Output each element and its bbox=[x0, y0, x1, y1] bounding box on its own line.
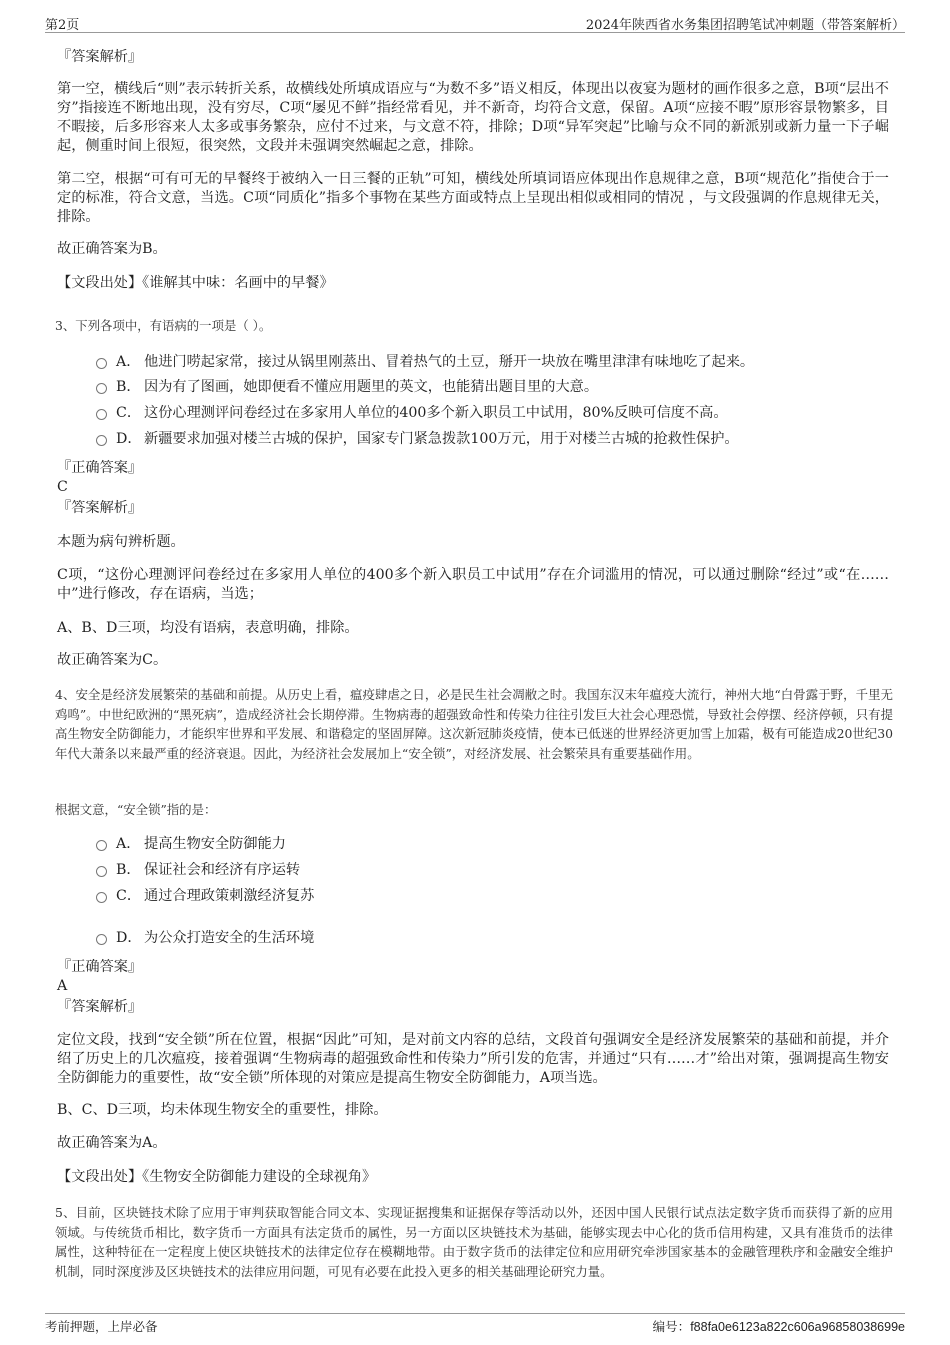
q4-option-b[interactable] bbox=[96, 861, 300, 880]
radio-icon[interactable] bbox=[96, 866, 107, 877]
q3-option-c[interactable] bbox=[96, 404, 728, 423]
q3-analysis-label: 『答案解析』 bbox=[57, 500, 143, 516]
footer-code-label: 编号： bbox=[652, 1319, 691, 1334]
radio-icon[interactable] bbox=[96, 934, 107, 945]
radio-icon[interactable] bbox=[96, 892, 107, 903]
option-text: 他进门唠起家常，接过从锅里刚蒸出、冒着热气的土豆，掰开一块放在嘴里津津有味地吃了起来。 bbox=[144, 354, 755, 370]
q4-answer-label: 『正确答案』 bbox=[57, 959, 143, 975]
footer-code-value: f88fa0e6123a822c606a96858038699e bbox=[690, 1320, 905, 1334]
radio-icon[interactable] bbox=[96, 383, 107, 394]
q4-source: 【文段出处】《生物安全防御能力建设的全球视角》 bbox=[57, 1169, 377, 1185]
option-text: 新疆要求加强对楼兰古城的保护，国家专门紧急拨款100万元，用于对楼兰古城的抢救性保护。 bbox=[144, 431, 739, 447]
q3-option-b[interactable] bbox=[96, 378, 598, 397]
q2-analysis-label: 『答案解析』 bbox=[57, 49, 143, 65]
q4-option-a[interactable] bbox=[96, 835, 286, 854]
q3-answer: C bbox=[57, 479, 68, 495]
page-footer bbox=[45, 1313, 905, 1336]
option-text: 因为有了图画，她即便看不懂应用题里的英文，也能猜出题目里的大意。 bbox=[144, 379, 599, 395]
option-text: 提高生物安全防御能力 bbox=[144, 836, 286, 852]
q4-stem: 4、安全是经济发展繁荣的基础和前提。从历史上看，瘟疫肆虐之日，必是民生社会凋敝之时。我国东汉末年瘟疫大流行，神州大地“白骨露于野，千里无鸡鸣”。中世纪欧洲的“黑死病”，造成经济社会长期停滞。生物病毒的超强致命性和传染力往往引发巨大社会心理恐慌，导致社会停摆、经济停顿，只有提高生物安全防御能力，才能织牢世界和平发展、和谐稳定的坚固屏障。这次新冠肺炎疫情，使本已低迷的世界经济更加雪上加霜，极有可能造成20世纪30年代大萧条以来最严重的经济衰退。因此，为经济社会发展加上“安全锁”，对经济发展、社会繁荣具有重要基础作用。 bbox=[55, 687, 893, 761]
page-number: 第2页 bbox=[45, 18, 80, 33]
footer-code bbox=[653, 1317, 905, 1335]
radio-icon[interactable] bbox=[96, 840, 107, 851]
q3-answer-label: 『正确答案』 bbox=[57, 460, 143, 476]
option-letter: C． bbox=[116, 888, 142, 904]
q4-option-c[interactable] bbox=[96, 887, 314, 906]
footer-slogan: 考前押题，上岸必备 bbox=[45, 1319, 158, 1334]
radio-icon[interactable] bbox=[96, 409, 107, 420]
q3-analysis-para-3: A、B、D三项，均没有语病，表意明确，排除。 bbox=[57, 620, 359, 636]
q2-analysis-para-1: 第一空，横线后“则”表示转折关系，故横线处所填成语应与“为数不多”语义相反，体现出以夜宴为题材的画作很多之意，B项“层出不穷”指接连不断地出现，没有穷尽，C项“屡见不鲜”指经常看见，并不新奇，均符合文意，保留。A项“应接不暇”原形容景物繁多，目不暇接，后多形容来人太多或事务繁杂，应付不过来，与文意不符，排除；D项“异军突起”比喻与众不同的新派别或新力量一下子崛起，侧重时间上很短，很突然，文段并未强调突然崛起之意，排除。 bbox=[57, 81, 889, 154]
q3-option-d[interactable] bbox=[96, 430, 739, 449]
q2-source: 【文段出处】《谁解其中味：名画中的早餐》 bbox=[57, 275, 334, 291]
q2-analysis-para-2: 第二空，根据“可有可无的早餐终于被纳入一日三餐的正轨”可知，横线处所填词语应体现出作息规律之意，B项“规范化”指使合于一定的标准，符合文意，当选。C项“同质化”指多个事物在某些方面或特点上呈现出相似或相同的情况 ，与文段强调的作息规律无关，排除。 bbox=[57, 171, 889, 225]
radio-icon[interactable] bbox=[96, 358, 107, 369]
q3-stem: 3、下列各项中，有语病的一项是（ ）。 bbox=[55, 318, 272, 333]
q4-option-d[interactable] bbox=[96, 929, 314, 948]
q4-question: 根据文意，“安全锁”指的是： bbox=[55, 802, 217, 817]
page-header bbox=[45, 12, 905, 33]
q3-analysis-para-2: C项，“这份心理测评问卷经过在多家用人单位的400多个新入职员工中试用”存在介词滥用的情况，可以通过删除“经过”或“在……中”进行修改，存在语病，当选； bbox=[57, 567, 889, 602]
radio-icon[interactable] bbox=[96, 435, 107, 446]
option-letter: C． bbox=[116, 405, 142, 421]
q3-option-a[interactable] bbox=[96, 353, 754, 372]
q3-analysis-para-1: 本题为病句辨析题。 bbox=[57, 534, 185, 550]
option-text: 保证社会和经济有序运转 bbox=[144, 862, 301, 878]
document-title: 2024年陕西省水务集团招聘笔试冲刺题（带答案解析） bbox=[585, 18, 905, 33]
q4-answer: A bbox=[57, 978, 68, 994]
q4-analysis-para-2: B、C、D三项，均未体现生物安全的重要性，排除。 bbox=[57, 1102, 388, 1118]
q4-conclusion: 故正确答案为A。 bbox=[57, 1135, 167, 1151]
option-letter: B． bbox=[116, 379, 141, 395]
q5-stem: 5、目前，区块链技术除了应用于审判获取智能合同文本、实现证据搜集和证据保存等活动以外，还因中国人民银行试点法定数字货币而获得了新的应用领域。与传统货币相比，数字货币一方面具有法定货币的属性，另一方面以区块链技术为基础，能够实现去中心化的货币信用构建，又具有准货币的法律属性，这种特征在一定程度上使区块链技术的法律定位存在模糊地带。由于数字货币的法律定位和应用研究牵涉国家基本的金融管理秩序和金融安全维护机制，同时深度涉及区块链技术的法律应用问题，可见有必要在此投入更多的相关基础理论研究力量。 bbox=[55, 1205, 893, 1279]
option-text: 为公众打造安全的生活环境 bbox=[144, 930, 315, 946]
q3-conclusion: 故正确答案为C。 bbox=[57, 652, 168, 668]
option-text: 这份心理测评问卷经过在多家用人单位的400多个新入职员工中试用，80%反映可信度不高。 bbox=[144, 405, 728, 421]
option-letter: A． bbox=[116, 836, 141, 852]
option-letter: B． bbox=[116, 862, 141, 878]
q2-conclusion: 故正确答案为B。 bbox=[57, 241, 167, 257]
option-letter: A． bbox=[116, 354, 141, 370]
option-text: 通过合理政策刺激经济复苏 bbox=[144, 888, 315, 904]
q4-analysis-label: 『答案解析』 bbox=[57, 999, 143, 1015]
option-letter: D． bbox=[116, 431, 142, 447]
option-letter: D． bbox=[116, 930, 142, 946]
q4-analysis-para-1: 定位文段，找到“安全锁”所在位置，根据“因此”可知，是对前文内容的总结，文段首句强调安全是经济发展繁荣的基础和前提，并介绍了历史上的几次瘟疫，接着强调“生物病毒的超强致命性和传染力”所引发的危害，并通过“只有……才”给出对策，强调提高生物安全防御能力的重要性，故“安全锁”所体现的对策应是提高生物安全防御能力，A项当选。 bbox=[57, 1032, 889, 1086]
